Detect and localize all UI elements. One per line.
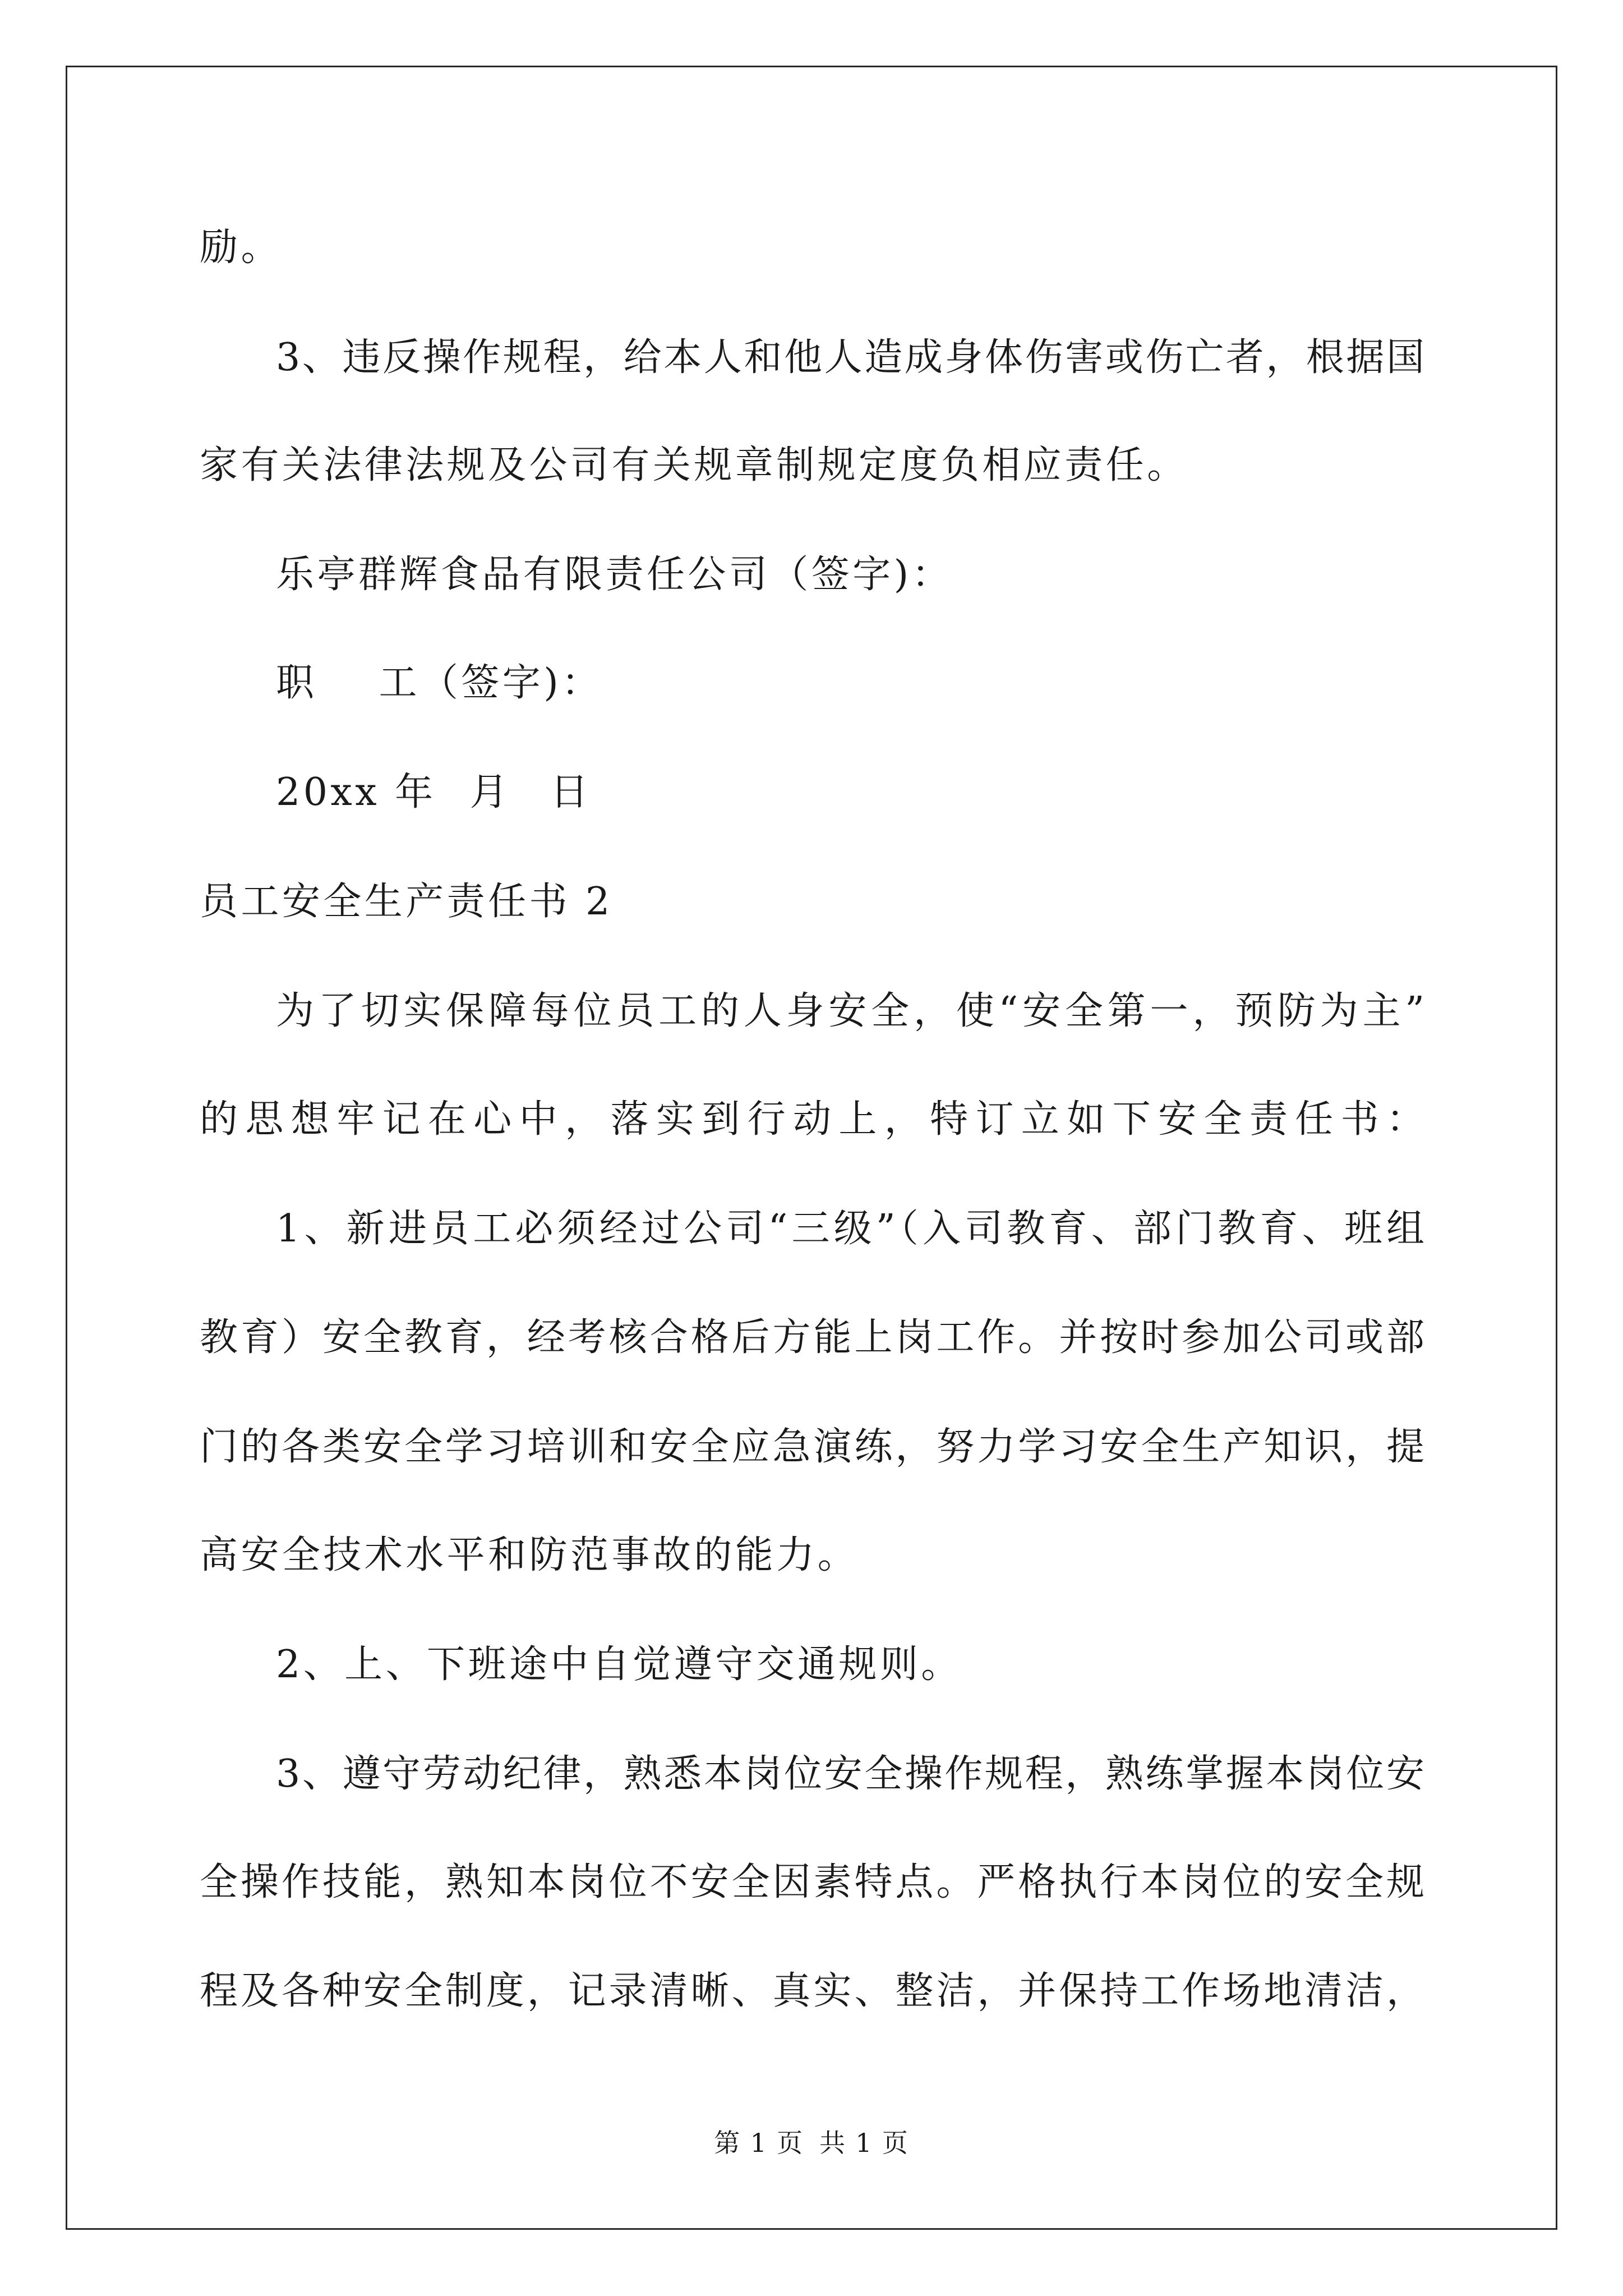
company-signature-line: 乐亭群辉食品有限责任公司（签字)： (276, 553, 953, 597)
employee-label-part1: 职 (276, 661, 317, 705)
date-year: 20xx 年 (276, 770, 436, 815)
paragraph-line: 3、遵守劳动纪律，熟悉本岗位安全操作规程，熟练掌握本岗位安 (276, 1752, 1424, 1796)
paragraph-line: 2、上、下班途中自觉遵守交通规则。 (276, 1642, 962, 1687)
paragraph-line: 门的各类安全学习培训和安全应急演练，努力学习安全生产知识，提 (200, 1425, 1424, 1469)
employee-label-part2: 工（签字)： (379, 661, 603, 705)
employee-signature-line (276, 655, 1424, 711)
section-heading: 员工安全生产责任书 2 (200, 880, 613, 924)
date-month: 月 (469, 770, 511, 815)
paragraph-line: 励。 (200, 226, 282, 270)
page-number-total: 共 1 页 (819, 2128, 909, 2158)
paragraph-line: 程及各种安全制度，记录清晰、真实、整洁，并保持工作场地清洁， (200, 1969, 1424, 2013)
date-line (276, 765, 1424, 821)
paragraph-line: 全操作技能，熟知本岗位不安全因素特点。严格执行本岗位的安全规 (200, 1860, 1424, 1904)
paragraph-line: 1、新进员工必须经过公司“三级”（入司教育、部门教育、班组 (276, 1207, 1424, 1251)
paragraph-line: 教育）安全教育，经考核合格后方能上岗工作。并按时参加公司或部 (200, 1315, 1424, 1360)
date-day: 日 (550, 770, 592, 815)
paragraph-line: 的思想牢记在心中，落实到行动上，特订立如下安全责任书： (200, 1097, 1424, 1142)
paragraph-line: 3、违反操作规程，给本人和他人造成身体伤害或伤亡者，根据国 (276, 335, 1424, 380)
paragraph-line: 家有关法律法规及公司有关规章制规定度负相应责任。 (200, 443, 1188, 487)
page-number-current: 第 1 页 (714, 2128, 804, 2158)
page-footer (0, 2126, 1623, 2160)
paragraph-line: 为了切实保障每位员工的人身安全，使“安全第一，预防为主” (276, 989, 1424, 1033)
paragraph-line: 高安全技术水平和防范事故的能力。 (200, 1533, 859, 1577)
